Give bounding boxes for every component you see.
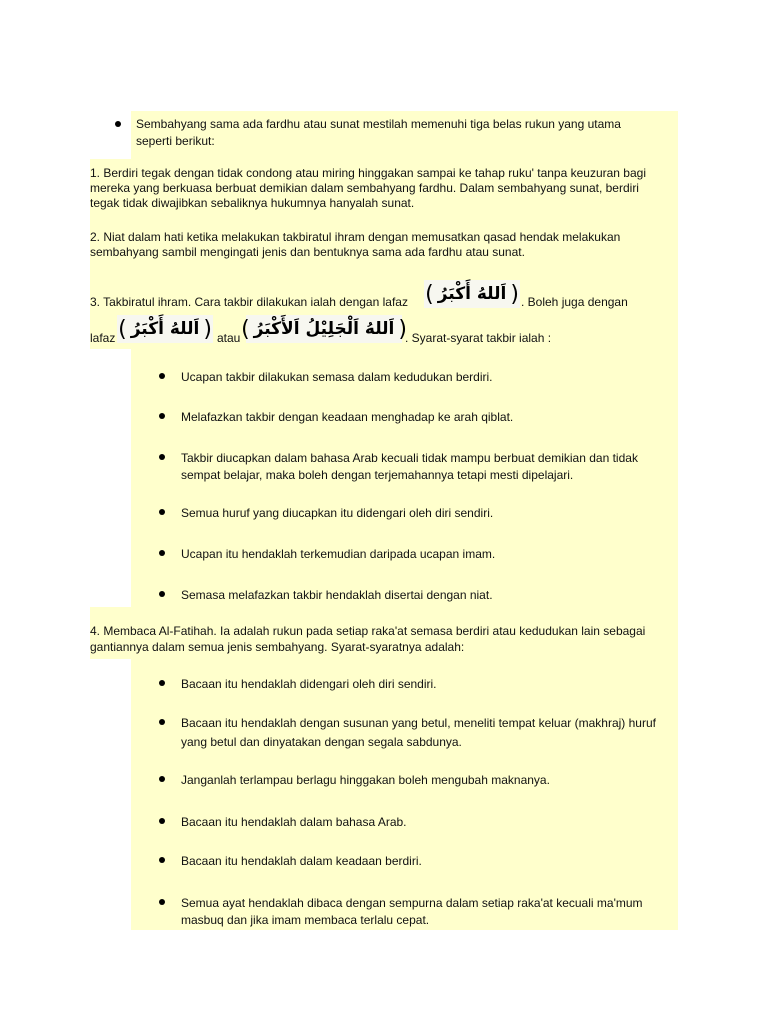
list-bullet bbox=[159, 719, 165, 725]
fatihah-item-2-line-1: Bacaan itu hendaklah dengan susunan yang betul, meneliti tempat keluar (makhraj) huruf bbox=[181, 716, 656, 730]
fatihah-item-5: Bacaan itu hendaklah dalam keadaan berdiri. bbox=[181, 854, 422, 868]
takbir-item-4: Semua huruf yang diucapkan itu didengari oleh diri sendiri. bbox=[181, 506, 494, 520]
fatihah-item-4: Bacaan itu hendaklah dalam bahasa Arab. bbox=[181, 815, 407, 829]
arabic-lafaz-2: ( اَللهُ أَكْبَرُ ) bbox=[118, 316, 212, 342]
paragraph-2-line-2: sembahyang sambil mengingati jenis dan bentuknya sama ada fardhu atau sunat. bbox=[90, 245, 525, 259]
intro-line-2: seperti berikut: bbox=[136, 134, 215, 148]
fatihah-item-6-line-1: Semua ayat hendaklah dibaca dengan sempurna dalam setiap raka'at kecuali ma'mum bbox=[181, 896, 643, 910]
list-bullet bbox=[159, 373, 165, 379]
intro-line-1: Sembahyang sama ada fardhu atau sunat mestilah memenuhi tiga belas rukun yang utama bbox=[136, 117, 621, 131]
paragraph-1-line-1: 1. Berdiri tegak dengan tidak condong atau miring hinggakan sampai ke tahap ruku' tanpa keuzuran bagi bbox=[90, 166, 646, 180]
paragraph-1-line-2: mereka yang berkuasa berbuat demikian dalam sembahyang fardhu. Dalam sembahyang sunat, berdiri bbox=[90, 181, 639, 195]
list-bullet bbox=[159, 413, 165, 419]
takbir-item-5: Ucapan itu hendaklah terkemudian daripada ucapan imam. bbox=[181, 547, 496, 561]
list-bullet bbox=[159, 899, 165, 905]
fatihah-item-2-line-2: yang betul dan dinyatakan dengan segala sabdunya. bbox=[181, 735, 462, 749]
list-bullet bbox=[159, 680, 165, 686]
takbir-item-3-line-1: Takbir diucapkan dalam bahasa Arab kecuali tidak mampu berbuat demikian dan tidak bbox=[181, 451, 638, 465]
takbir-item-6: Semasa melafazkan takbir hendaklah disertai dengan niat. bbox=[181, 588, 493, 602]
list-bullet bbox=[159, 591, 165, 597]
arabic-lafaz-3: ( اَللهُ اَلْجَلِيْلُ اَلأَكْبَرُ ) bbox=[241, 316, 407, 342]
highlight-fatihah-list bbox=[131, 659, 678, 930]
paragraph-4-line-1: 4. Membaca Al-Fatihah. Ia adalah rukun pada setiap raka'at semasa berdiri atau kedudukan lain sebagai bbox=[90, 624, 646, 638]
takbir-item-2: Melafazkan takbir dengan keadaan menghadap ke arah qiblat. bbox=[181, 410, 514, 424]
fatihah-item-3: Janganlah terlampau berlagu hinggakan boleh mengubah maknanya. bbox=[181, 773, 550, 787]
paragraph-3-after-first: . Boleh juga dengan bbox=[521, 295, 628, 309]
paragraph-1-line-3: tegak tidak diwajibkan sebaliknya hukumnya hanyalah sunat. bbox=[90, 196, 415, 210]
fatihah-item-1: Bacaan itu hendaklah didengari oleh diri sendiri. bbox=[181, 677, 437, 691]
list-bullet bbox=[115, 121, 121, 127]
list-bullet bbox=[159, 857, 165, 863]
paragraph-3-prefix: 3. Takbiratul ihram. Cara takbir dilakukan ialah dengan lafaz bbox=[90, 295, 408, 309]
list-bullet bbox=[159, 454, 165, 460]
arabic-lafaz-1: ( اَللهُ أَكْبَرُ ) bbox=[425, 281, 519, 307]
list-bullet bbox=[159, 509, 165, 515]
paragraph-3-atau-label: atau bbox=[217, 331, 241, 345]
takbir-item-1: Ucapan takbir dilakukan semasa dalam kedudukan berdiri. bbox=[181, 370, 493, 384]
list-bullet bbox=[159, 818, 165, 824]
takbir-item-3-line-2: sempat belajar, maka boleh dengan terjemahannya tetapi mesti dipelajari. bbox=[181, 468, 574, 482]
paragraph-3-lafaz-label: lafaz bbox=[90, 331, 116, 345]
list-bullet bbox=[159, 776, 165, 782]
paragraph-2-line-1: 2. Niat dalam hati ketika melakukan takbiratul ihram dengan memusatkan qasad hendak melakukan bbox=[90, 230, 621, 244]
list-bullet bbox=[159, 550, 165, 556]
fatihah-item-6-line-2: masbuq dan jika imam membaca terlalu cepat. bbox=[181, 913, 430, 927]
paragraph-4-line-2: gantiannya dalam semua jenis sembahyang. Syarat-syaratnya adalah: bbox=[90, 640, 465, 654]
paragraph-3-suffix: . Syarat-syarat takbir ialah : bbox=[405, 331, 552, 345]
